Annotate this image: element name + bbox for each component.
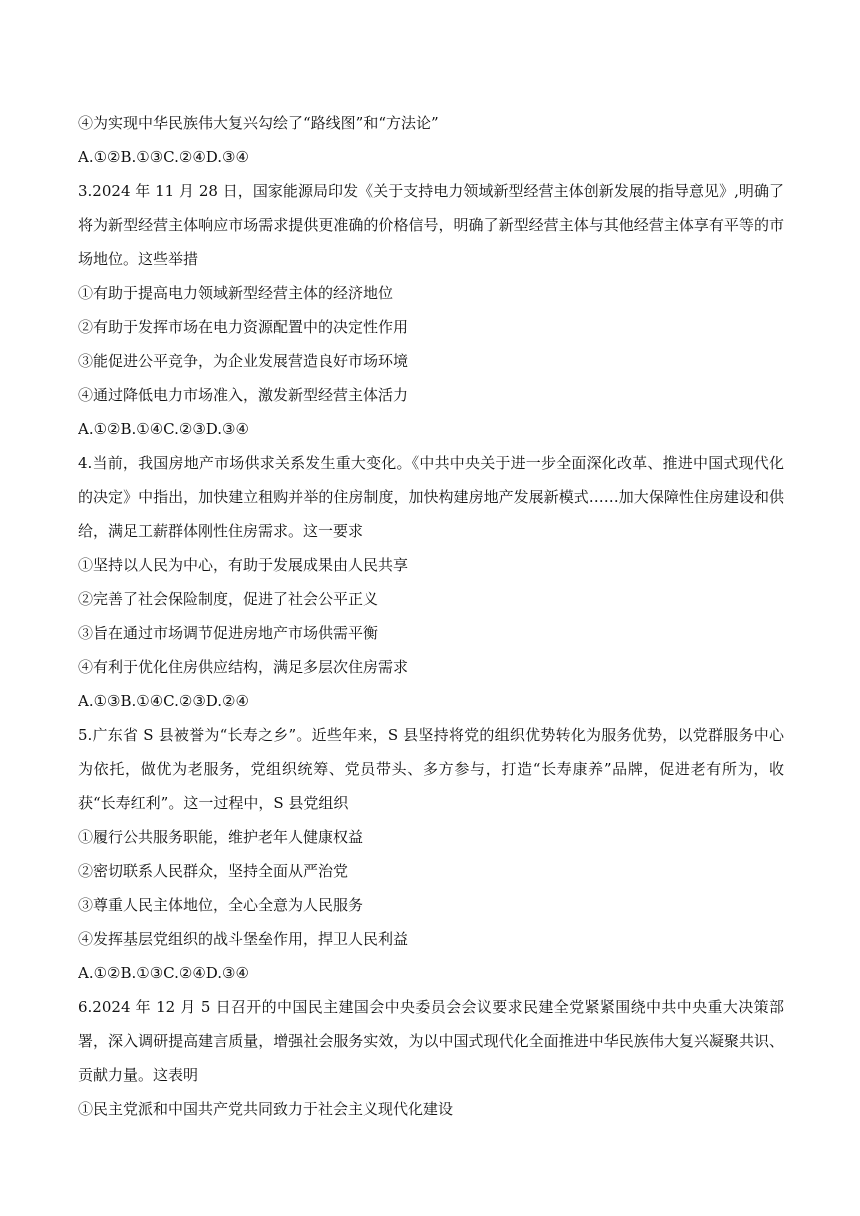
q2-option-4: ④为实现中华民族伟大复兴勾绘了“路线图”和“方法论” <box>78 114 439 132</box>
q4-answer-choices: A.①③B.①④C.②③D.②④ <box>78 692 249 710</box>
q5-option-1: ①履行公共服务职能，维护老年人健康权益 <box>78 828 364 846</box>
exam-page <box>78 106 784 1126</box>
q5-stem: 5.广东省 S 县被誉为“长寿之乡”。近些年来，S 县坚持将党的组织优势转化为服务优势，以党群服务中心为依托，做优为老服务，党组织统筹、党员带头、多方参与，打造“长寿康养”品牌，促进老有所为，收获“长寿红利”。这一过程中，S 县党组织 <box>78 726 784 812</box>
q6-stem: 6.2024 年 12 月 5 日召开的中国民主建国会中央委员会会议要求民建全党紧紧围绕中共中央重大决策部署，深入调研提高建言质量，增强社会服务实效，为以中国式现代化全面推进中华民族伟大复兴凝聚共识、贡献力量。这表明 <box>78 998 784 1084</box>
q5-option-3: ③尊重人民主体地位，全心全意为人民服务 <box>78 896 364 914</box>
q3-option-1: ①有助于提高电力领域新型经营主体的经济地位 <box>78 284 394 302</box>
q5-option-2: ②密切联系人民群众，坚持全面从严治党 <box>78 862 349 880</box>
q3-answer-choices: A.①②B.①④C.②③D.③④ <box>78 420 249 438</box>
q4-option-3: ③旨在通过市场调节促进房地产市场供需平衡 <box>78 624 379 642</box>
q4-option-2: ②完善了社会保险制度，促进了社会公平正义 <box>78 590 379 608</box>
q4-option-4: ④有利于优化住房供应结构，满足多层次住房需求 <box>78 658 409 676</box>
q4-stem: 4.当前，我国房地产市场供求关系发生重大变化。《中共中央关于进一步全面深化改革、推进中国式现代化的决定》中指出，加快建立租购并举的住房制度，加快构建房地产发展新模式……加大保障性住房建设和供给，满足工薪群体刚性住房需求。这一要求 <box>78 454 784 540</box>
q4-option-1: ①坚持以人民为中心，有助于发展成果由人民共享 <box>78 556 409 574</box>
q5-option-4: ④发挥基层党组织的战斗堡垒作用，捍卫人民利益 <box>78 930 409 948</box>
q3-option-3: ③能促进公平竞争，为企业发展营造良好市场环境 <box>78 352 409 370</box>
q5-answer-choices: A.①②B.①③C.②④D.③④ <box>78 964 249 982</box>
q3-option-2: ②有助于发挥市场在电力资源配置中的决定性作用 <box>78 318 409 336</box>
q6-option-1: ①民主党派和中国共产党共同致力于社会主义现代化建设 <box>78 1100 454 1118</box>
q2-answer-choices: A.①②B.①③C.②④D.③④ <box>78 148 249 166</box>
q3-option-4: ④通过降低电力市场准入，激发新型经营主体活力 <box>78 386 409 404</box>
q3-stem: 3.2024 年 11 月 28 日，国家能源局印发《关于支持电力领域新型经营主体创新发展的指导意见》,明确了将为新型经营主体响应市场需求提供更准确的价格信号，明确了新型经营主体与其他经营主体享有平等的市场地位。这些举措 <box>78 182 784 268</box>
